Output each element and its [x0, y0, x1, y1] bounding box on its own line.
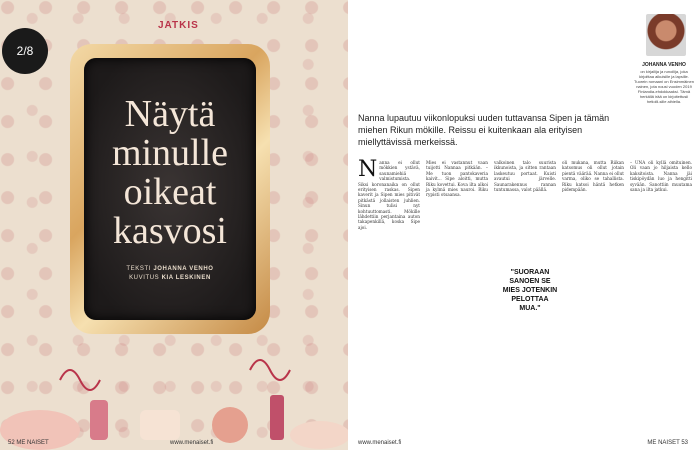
website-url-right: www.menaiset.fi [358, 440, 402, 446]
body-column-1: N anna ei ollut mökkien ystävä, saunamiehiä valmistumista. Siksi koronanaika on ollut erityisen raskas. Sipen kaverit ja Sipen mies pitivät pitkästä jollaisten juhlien. Sinun tulisi nyt kohtuuttomasti. Mökille lähdettiin perjantaina auton takapenkillä, koska Sipe ajoi. [358, 157, 420, 230]
table-clutter-illustration [0, 340, 348, 450]
article-headline [112, 95, 228, 251]
right-page [348, 0, 696, 450]
body-column-3: valkoinen talo suurista ikkunoista, ja sitten rantaan laskeutuu portaat. Kuisti avautui järvelle. Saunarakennus rannan tuntumassa, valot päällä. [494, 160, 556, 193]
author-bio: on kirjailija ja runoilija, joka kirjoittaa aikuisille ja lapsille. Tuorein romaani on Ensimmäinen nainen, jota nousi vuoden 2019 Finlandia-ehdokkaaksi. Tämä herkällä irää on kirjoitettusii hetiolli-sille aihiella. [634, 69, 694, 104]
pull-quote: "SUORAAN SANOEN SE MIES JOTENKIN PELOTTAA MUA." [502, 269, 558, 312]
section-tag: JATKIS [158, 20, 199, 31]
mirror-glass [84, 58, 256, 320]
body-column-4: oli mukana, mutta Riikan katsomus oli ollut jotain pientä väärää. Nanna ei ollut varma, oliko se tahallista. Riku katsoi häntä hetken pidempään. [562, 160, 624, 193]
headline-line-4: kasvosi [112, 210, 227, 252]
article-credits: TEKSTI JOHANNA VENHO KUVITUS KIA LESKINEN [126, 266, 214, 281]
page-number-right: ME NAISET 53 [647, 440, 688, 446]
website-url-left: www.menaiset.fi [170, 440, 214, 446]
headline-line-3: oikeat [123, 171, 217, 213]
body-column-5: – UNA oli kyllä omituinen. Oli vaan jo hiljaista kello kaksitoista. Nanna jäi tiskipöydän luo ja hengitti syvään. Sanottiin muutama sana ja ilta jatkui. [630, 160, 692, 193]
author-photo [646, 14, 686, 56]
body-column-2: Mies ei vastannut vaan tuijotti Nannaa pitkään. – Me tuon pantokaveria kaivit... Sipe aloitti, mutta Riku kovettui. Kova ilta alkoi ja kylmä mies nauroi. Riku rypisti otsaansa. [426, 160, 488, 198]
headline-line-1: Näytä [124, 93, 216, 135]
author-name: JOHANNA VENHO [642, 62, 686, 68]
ornate-mirror-frame [70, 44, 270, 334]
drop-cap: N [358, 157, 378, 182]
part-badge: 2/8 [2, 28, 48, 74]
page-number-left: 52 ME NAISET [8, 440, 49, 446]
article-lead: Nanna lupautuu viikonlopuksi uuden tuttavansa Sipen ja tämän miehen Rikun mökille. Reissu ei kuitenkaan ala erityisen miellyttävissä merkeissä. [358, 113, 610, 147]
headline-line-2: minulle [111, 132, 229, 174]
